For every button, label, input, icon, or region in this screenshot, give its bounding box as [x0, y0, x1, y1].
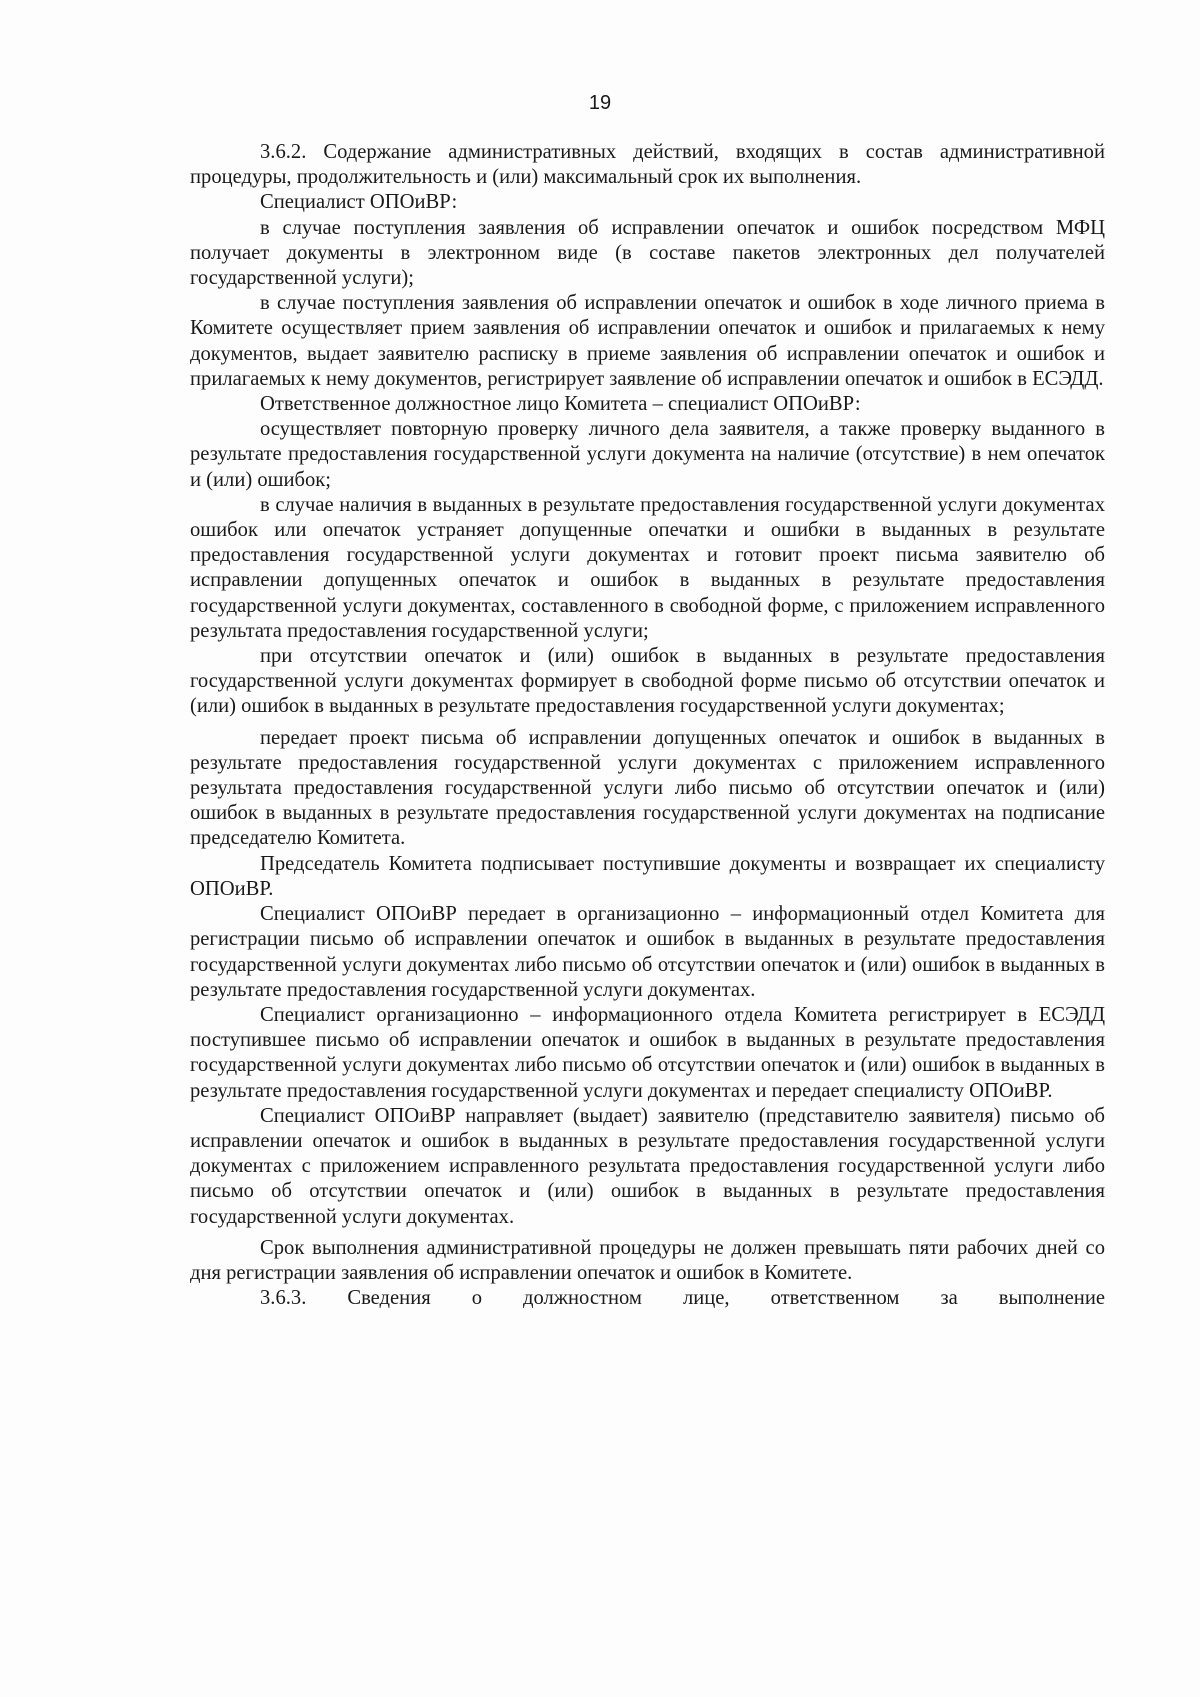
- paragraph: Срок выполнения административной процедуры не должен превышать пяти рабочих дней со дня регистрации заявления об исправлении опечаток и ошибок в Комитете.: [190, 1236, 1105, 1284]
- paragraph: Специалист ОПОиВР передает в организационно – информационный отдел Комитета для регистрации письмо об исправлении опечаток и ошибок в выданных в результате предоставления государственной услуги документах либо письмо об отсутствии опечаток и (или) ошибок в выданных в результате предоставления государственной услуги документах.: [190, 903, 1105, 1001]
- section-heading-3-6-3: 3.6.3. Сведения о должностном лице, ответственном за выполнение: [260, 1287, 1105, 1310]
- paragraph: Специалист ОПОиВР:: [260, 191, 458, 214]
- paragraph: Специалист ОПОиВР направляет (выдает) заявителю (представителю заявителя) письмо об исправлении опечаток и ошибок в выданных в результате предоставления государственной услуги документах с приложением исправленного результата предоставления государственной услуги либо письмо об отсутствии опечаток и (или) ошибок в выданных в результате предоставления государственной услуги документах.: [190, 1104, 1105, 1228]
- paragraph: передает проект письма об исправлении допущенных опечаток и ошибок в выданных в результате предоставления государственной услуги документах с приложением исправленного результата предоставления государственной услуги либо письмо об отсутствии опечаток и (или) ошибок в выданных в результате предоставления государственной услуги документах на подписание председателю Комитета.: [190, 726, 1105, 850]
- paragraph: осуществляет повторную проверку личного дела заявителя, а также проверку выданного в результате предоставления государственной услуги документа на наличие (отсутствие) в нем опечаток и (или) ошибок;: [190, 418, 1105, 491]
- paragraph: Специалист организационно – информационного отдела Комитета регистрирует в ЕСЭДД поступившее письмо об исправлении опечаток и ошибок в выданных в результате предоставления государственной услуги документах либо письмо об отсутствии опечаток и (или) ошибок в выданных в результате предоставления государственной услуги документах и передает специалисту ОПОиВР.: [190, 1003, 1105, 1102]
- document-body: [190, 140, 1105, 1311]
- paragraph: в случае поступления заявления об исправлении опечаток и ошибок в ходе личного приема в Комитете осуществляет прием заявления об исправлении опечаток и ошибок и прилагаемых к нему документов, выдает заявителю расписку в приеме заявления об исправлении опечаток и ошибок и прилагаемых к нему документов, регистрирует заявление об исправлении опечаток и ошибок в ЕСЭДД.: [190, 292, 1105, 390]
- paragraph: в случае поступления заявления об исправлении опечаток и ошибок посредством МФЦ получает документы в электронном виде (в составе пакетов электронных дел получателей государственной услуги);: [190, 216, 1105, 290]
- page-number: 19: [588, 92, 612, 114]
- section-heading-3-6-2: 3.6.2. Содержание административных действий, входящих в состав административной процедуры, продолжительность и (или) максимальный срок их выполнения.: [190, 141, 1105, 189]
- paragraph: Председатель Комитета подписывает поступившие документы и возвращает их специалисту ОПОиВР.: [190, 852, 1105, 900]
- paragraph: при отсутствии опечаток и (или) ошибок в выданных в результате предоставления государственной услуги документах формирует в свободной форме письмо об отсутствии опечаток и (или) ошибок в выданных в результате предоставления государственной услуги документах;: [190, 645, 1105, 718]
- paragraph: Ответственное должностное лицо Комитета – специалист ОПОиВР:: [260, 393, 861, 416]
- paragraph: в случае наличия в выданных в результате предоставления государственной услуги документах ошибок или опечаток устраняет допущенные опечатки и ошибки в выданных в результате предоставления государственной услуги документах и готовит проект письма заявителю об исправлении допущенных опечаток и ошибок в выданных в результате предоставления государственной услуги документах, составленного в свободной форме, с приложением исправленного результата предоставления государственной услуги;: [190, 493, 1105, 642]
